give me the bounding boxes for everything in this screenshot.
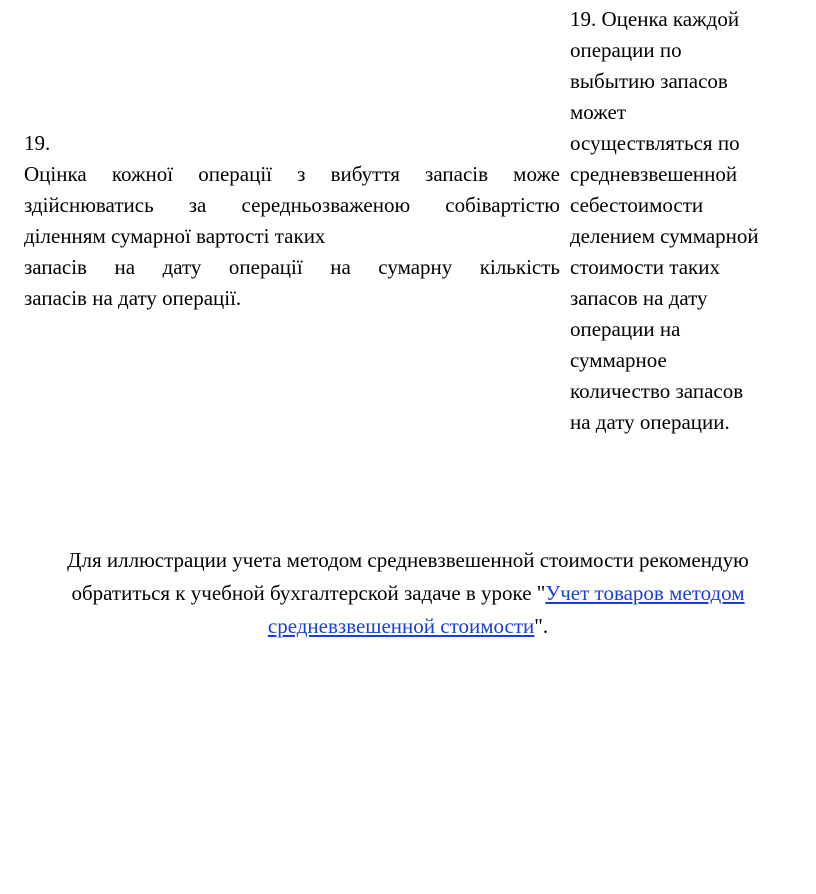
note-suffix: ". [534,614,549,638]
russian-line-5: осуществляться по [570,131,740,155]
note-line-2 [0,577,816,610]
ukrainian-line-2: здійснюватись за середньозваженою собівартістю [24,193,560,217]
note-line-1: Для иллюстрации учета методом средневзвешенной стоимости рекомендую [67,548,749,572]
note-line-2-text: обратиться к учебной бухгалтерской задаче в уроке " [71,581,546,605]
russian-line-6: средневзвешенной [570,162,738,186]
lesson-link-part-1[interactable]: Учет товаров методом [545,581,745,605]
russian-line-8: делением суммарной [570,224,759,248]
russian-line-12: суммарное [570,348,667,372]
lesson-link-part-2[interactable]: средневзвешенной стоимости [267,614,535,638]
clause-number: 19. [24,131,51,155]
russian-line-4: может [570,100,626,124]
ukrainian-column [24,128,560,314]
russian-line-13: количество запасов [570,379,744,403]
illustration-note [0,544,816,643]
russian-line-1: 19. Оценка каждой [570,7,740,31]
russian-line-10: запасов на дату [570,286,708,310]
russian-line-14: на дату операции. [570,410,730,434]
ukrainian-line-1: Оцінка кожної операції з вибуття запасів може [24,162,560,186]
russian-line-11: операции на [570,317,681,341]
note-line-3 [0,610,816,643]
russian-column [570,4,810,438]
russian-line-3: выбытию запасов [570,69,728,93]
ukrainian-line-5: запасів на дату операції. [24,286,242,310]
russian-line-7: себестоимости [570,193,704,217]
ukrainian-line-4: запасів на дату операції на сумарну кількість [24,255,560,279]
ukrainian-line-3: діленням сумарної вартості таких [24,224,326,248]
russian-line-9: стоимости таких [570,255,720,279]
russian-line-2: операции по [570,38,682,62]
